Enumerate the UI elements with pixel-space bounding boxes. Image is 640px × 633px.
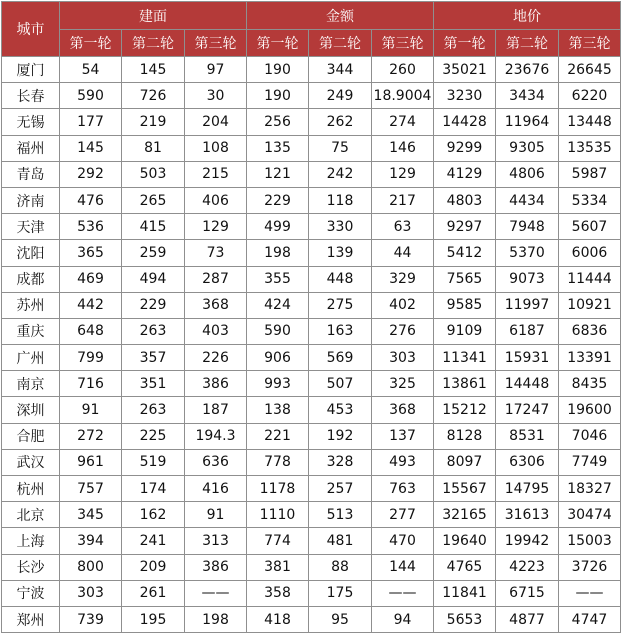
value-cell: 5370 (496, 240, 559, 266)
value-cell: 19600 (559, 397, 621, 423)
value-cell: 403 (185, 318, 247, 344)
value-cell: 7749 (559, 449, 621, 475)
value-cell: 121 (247, 161, 309, 187)
value-cell: 7565 (434, 266, 496, 292)
header-city: 城市 (2, 2, 60, 57)
value-cell: 15003 (559, 528, 621, 554)
city-cell: 天津 (2, 214, 60, 240)
value-cell: 26645 (559, 57, 621, 83)
value-cell: 13861 (434, 371, 496, 397)
value-cell: 265 (122, 187, 185, 213)
value-cell: 263 (122, 318, 185, 344)
value-cell: 163 (309, 318, 372, 344)
value-cell: —— (559, 580, 621, 606)
header-round: 第二轮 (309, 30, 372, 57)
value-cell: 94 (372, 606, 434, 632)
value-cell: 590 (60, 83, 122, 109)
value-cell: 4223 (496, 554, 559, 580)
value-cell: 129 (372, 161, 434, 187)
value-cell: 174 (122, 476, 185, 502)
value-cell: 503 (122, 161, 185, 187)
table-row (2, 476, 621, 502)
value-cell: 162 (122, 502, 185, 528)
value-cell: 536 (60, 214, 122, 240)
value-cell: 145 (60, 135, 122, 161)
value-cell: 209 (122, 554, 185, 580)
value-cell: 569 (309, 345, 372, 371)
value-cell: 499 (247, 214, 309, 240)
table-row (2, 214, 621, 240)
value-cell: 442 (60, 292, 122, 318)
value-cell: 274 (372, 109, 434, 135)
value-cell: 303 (372, 345, 434, 371)
city-cell: 宁波 (2, 580, 60, 606)
table-row (2, 449, 621, 475)
value-cell: 9305 (496, 135, 559, 161)
value-cell: 325 (372, 371, 434, 397)
value-cell: 146 (372, 135, 434, 161)
header-round: 第三轮 (559, 30, 621, 57)
value-cell: 329 (372, 266, 434, 292)
city-cell: 合肥 (2, 423, 60, 449)
value-cell: 7046 (559, 423, 621, 449)
header-group-amount: 金额 (247, 2, 434, 30)
city-cell: 无锡 (2, 109, 60, 135)
table-row (2, 240, 621, 266)
value-cell: 44 (372, 240, 434, 266)
city-cell: 杭州 (2, 476, 60, 502)
value-cell: 54 (60, 57, 122, 83)
value-cell: 95 (309, 606, 372, 632)
city-cell: 青岛 (2, 161, 60, 187)
value-cell: 19942 (496, 528, 559, 554)
header-round: 第一轮 (247, 30, 309, 57)
value-cell: 108 (185, 135, 247, 161)
value-cell: 481 (309, 528, 372, 554)
value-cell: 726 (122, 83, 185, 109)
value-cell: 13448 (559, 109, 621, 135)
value-cell: —— (372, 580, 434, 606)
value-cell: 97 (185, 57, 247, 83)
value-cell: 519 (122, 449, 185, 475)
value-cell: 73 (185, 240, 247, 266)
table-row (2, 318, 621, 344)
value-cell: 11444 (559, 266, 621, 292)
value-cell: 75 (309, 135, 372, 161)
value-cell: 262 (309, 109, 372, 135)
value-cell: 507 (309, 371, 372, 397)
value-cell: 137 (372, 423, 434, 449)
value-cell: 139 (309, 240, 372, 266)
table-row (2, 57, 621, 83)
value-cell: 221 (247, 423, 309, 449)
value-cell: 175 (309, 580, 372, 606)
value-cell: 292 (60, 161, 122, 187)
value-cell: 800 (60, 554, 122, 580)
value-cell: 330 (309, 214, 372, 240)
header-round: 第三轮 (185, 30, 247, 57)
value-cell: 263 (122, 397, 185, 423)
value-cell: 381 (247, 554, 309, 580)
city-cell: 武汉 (2, 449, 60, 475)
value-cell: 1110 (247, 502, 309, 528)
value-cell: 739 (60, 606, 122, 632)
value-cell: 351 (122, 371, 185, 397)
value-cell: 135 (247, 135, 309, 161)
value-cell: 4877 (496, 606, 559, 632)
city-cell: 北京 (2, 502, 60, 528)
value-cell: 261 (122, 580, 185, 606)
city-cell: 济南 (2, 187, 60, 213)
value-cell: 9299 (434, 135, 496, 161)
land-auction-table-container (1, 1, 621, 633)
value-cell: 256 (247, 109, 309, 135)
value-cell: 144 (372, 554, 434, 580)
value-cell: 14795 (496, 476, 559, 502)
value-cell: 35021 (434, 57, 496, 83)
value-cell: 242 (309, 161, 372, 187)
value-cell: 774 (247, 528, 309, 554)
value-cell: 757 (60, 476, 122, 502)
value-cell: 4747 (559, 606, 621, 632)
city-cell: 上海 (2, 528, 60, 554)
table-row (2, 371, 621, 397)
value-cell: 368 (372, 397, 434, 423)
value-cell: 81 (122, 135, 185, 161)
city-cell: 长春 (2, 83, 60, 109)
value-cell: 91 (60, 397, 122, 423)
value-cell: 10921 (559, 292, 621, 318)
value-cell: 204 (185, 109, 247, 135)
value-cell: 138 (247, 397, 309, 423)
city-cell: 郑州 (2, 606, 60, 632)
value-cell: 11997 (496, 292, 559, 318)
header-round: 第二轮 (122, 30, 185, 57)
city-cell: 长沙 (2, 554, 60, 580)
value-cell: 513 (309, 502, 372, 528)
value-cell: 386 (185, 554, 247, 580)
value-cell: 6220 (559, 83, 621, 109)
value-cell: 4806 (496, 161, 559, 187)
value-cell: 6006 (559, 240, 621, 266)
city-cell: 厦门 (2, 57, 60, 83)
value-cell: 402 (372, 292, 434, 318)
value-cell: 88 (309, 554, 372, 580)
city-cell: 广州 (2, 345, 60, 371)
value-cell: 13535 (559, 135, 621, 161)
value-cell: 9073 (496, 266, 559, 292)
value-cell: 9585 (434, 292, 496, 318)
value-cell: 11341 (434, 345, 496, 371)
table-row (2, 109, 621, 135)
value-cell: 476 (60, 187, 122, 213)
value-cell: 386 (185, 371, 247, 397)
value-cell: 31613 (496, 502, 559, 528)
value-cell: 177 (60, 109, 122, 135)
value-cell: 5607 (559, 214, 621, 240)
value-cell: 3434 (496, 83, 559, 109)
value-cell: 257 (309, 476, 372, 502)
value-cell: 799 (60, 345, 122, 371)
value-cell: 145 (122, 57, 185, 83)
value-cell: 195 (122, 606, 185, 632)
value-cell: 272 (60, 423, 122, 449)
value-cell: 30474 (559, 502, 621, 528)
value-cell: 4434 (496, 187, 559, 213)
value-cell: 424 (247, 292, 309, 318)
value-cell: 6187 (496, 318, 559, 344)
value-cell: 993 (247, 371, 309, 397)
value-cell: 5987 (559, 161, 621, 187)
value-cell: 190 (247, 57, 309, 83)
city-cell: 重庆 (2, 318, 60, 344)
value-cell: 9297 (434, 214, 496, 240)
value-cell: 328 (309, 449, 372, 475)
value-cell: 219 (122, 109, 185, 135)
value-cell: 229 (247, 187, 309, 213)
value-cell: 287 (185, 266, 247, 292)
value-cell: 217 (372, 187, 434, 213)
table-row (2, 580, 621, 606)
value-cell: 358 (247, 580, 309, 606)
table-row (2, 266, 621, 292)
value-cell: 18327 (559, 476, 621, 502)
value-cell: 190 (247, 83, 309, 109)
table-row (2, 606, 621, 632)
value-cell: 14428 (434, 109, 496, 135)
table-row (2, 83, 621, 109)
value-cell: 63 (372, 214, 434, 240)
value-cell: 129 (185, 214, 247, 240)
value-cell: 469 (60, 266, 122, 292)
value-cell: 118 (309, 187, 372, 213)
value-cell: 17247 (496, 397, 559, 423)
city-cell: 苏州 (2, 292, 60, 318)
table-row (2, 187, 621, 213)
value-cell: 4765 (434, 554, 496, 580)
value-cell: 192 (309, 423, 372, 449)
value-cell: 11964 (496, 109, 559, 135)
value-cell: 249 (309, 83, 372, 109)
value-cell: 18.9004 (372, 83, 434, 109)
table-row (2, 423, 621, 449)
header-round: 第二轮 (496, 30, 559, 57)
value-cell: 416 (185, 476, 247, 502)
value-cell: 9109 (434, 318, 496, 344)
value-cell: 276 (372, 318, 434, 344)
value-cell: 648 (60, 318, 122, 344)
value-cell: 7948 (496, 214, 559, 240)
table-row (2, 292, 621, 318)
value-cell: 494 (122, 266, 185, 292)
table-row (2, 345, 621, 371)
city-cell: 深圳 (2, 397, 60, 423)
value-cell: 226 (185, 345, 247, 371)
value-cell: 5412 (434, 240, 496, 266)
city-cell: 沈阳 (2, 240, 60, 266)
value-cell: 187 (185, 397, 247, 423)
header-round: 第一轮 (434, 30, 496, 57)
value-cell: 344 (309, 57, 372, 83)
value-cell: 415 (122, 214, 185, 240)
table-body (2, 57, 621, 633)
value-cell: 394 (60, 528, 122, 554)
value-cell: 4803 (434, 187, 496, 213)
value-cell: 453 (309, 397, 372, 423)
value-cell: 15212 (434, 397, 496, 423)
value-cell: 448 (309, 266, 372, 292)
value-cell: 91 (185, 502, 247, 528)
value-cell: 355 (247, 266, 309, 292)
header-row-rounds (2, 30, 621, 57)
value-cell: 259 (122, 240, 185, 266)
value-cell: 716 (60, 371, 122, 397)
value-cell: 357 (122, 345, 185, 371)
value-cell: 778 (247, 449, 309, 475)
value-cell: 906 (247, 345, 309, 371)
value-cell: 470 (372, 528, 434, 554)
value-cell: 418 (247, 606, 309, 632)
value-cell: 6715 (496, 580, 559, 606)
header-round: 第一轮 (60, 30, 122, 57)
land-auction-table (1, 1, 621, 633)
value-cell: 8531 (496, 423, 559, 449)
value-cell: 5334 (559, 187, 621, 213)
value-cell: 198 (247, 240, 309, 266)
value-cell: 368 (185, 292, 247, 318)
value-cell: 13391 (559, 345, 621, 371)
header-group-land-price: 地价 (434, 2, 621, 30)
value-cell: 406 (185, 187, 247, 213)
value-cell: 241 (122, 528, 185, 554)
value-cell: 30 (185, 83, 247, 109)
table-header (2, 2, 621, 57)
value-cell: 4129 (434, 161, 496, 187)
value-cell: 5653 (434, 606, 496, 632)
table-row (2, 502, 621, 528)
value-cell: 8128 (434, 423, 496, 449)
table-row (2, 135, 621, 161)
table-row (2, 161, 621, 187)
city-cell: 福州 (2, 135, 60, 161)
value-cell: 14448 (496, 371, 559, 397)
city-cell: 成都 (2, 266, 60, 292)
value-cell: 493 (372, 449, 434, 475)
value-cell: 303 (60, 580, 122, 606)
value-cell: 198 (185, 606, 247, 632)
table-row (2, 397, 621, 423)
value-cell: 763 (372, 476, 434, 502)
value-cell: 194.3 (185, 423, 247, 449)
table-row (2, 554, 621, 580)
table-row (2, 528, 621, 554)
value-cell: 313 (185, 528, 247, 554)
city-cell: 南京 (2, 371, 60, 397)
value-cell: 260 (372, 57, 434, 83)
header-group-area: 建面 (60, 2, 247, 30)
value-cell: 3230 (434, 83, 496, 109)
value-cell: 229 (122, 292, 185, 318)
header-round: 第三轮 (372, 30, 434, 57)
value-cell: 11841 (434, 580, 496, 606)
value-cell: 15567 (434, 476, 496, 502)
value-cell: 3726 (559, 554, 621, 580)
value-cell: 215 (185, 161, 247, 187)
value-cell: 6836 (559, 318, 621, 344)
value-cell: 19640 (434, 528, 496, 554)
value-cell: 277 (372, 502, 434, 528)
value-cell: 275 (309, 292, 372, 318)
value-cell: 225 (122, 423, 185, 449)
value-cell: 365 (60, 240, 122, 266)
value-cell: 961 (60, 449, 122, 475)
value-cell: 32165 (434, 502, 496, 528)
value-cell: 15931 (496, 345, 559, 371)
header-row-groups (2, 2, 621, 30)
value-cell: 590 (247, 318, 309, 344)
value-cell: 8435 (559, 371, 621, 397)
value-cell: 636 (185, 449, 247, 475)
value-cell: 1178 (247, 476, 309, 502)
value-cell: 23676 (496, 57, 559, 83)
value-cell: 8097 (434, 449, 496, 475)
value-cell: 345 (60, 502, 122, 528)
value-cell: —— (185, 580, 247, 606)
value-cell: 6306 (496, 449, 559, 475)
